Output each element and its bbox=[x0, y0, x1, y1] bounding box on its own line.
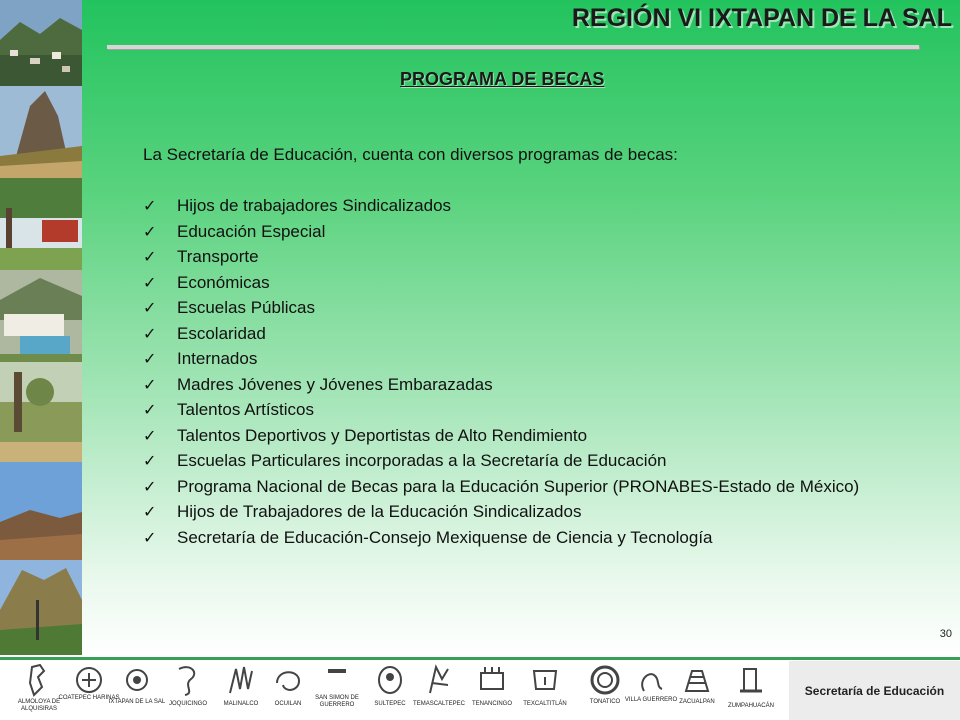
glyph-icon bbox=[634, 663, 668, 697]
logo-coatepec-harinas: COATEPEC HARINAS bbox=[64, 661, 114, 720]
list-item: ✓ Hijos de Trabajadores de la Educación Sindicalizados bbox=[143, 499, 883, 525]
list-item: ✓ Secretaría de Educación-Consejo Mexiquense de Ciencia y Tecnología bbox=[143, 525, 883, 551]
checkmark-icon: ✓ bbox=[143, 323, 157, 343]
glyph-icon bbox=[588, 663, 622, 697]
scholarship-list bbox=[143, 193, 883, 550]
photo-blue-sky-hills bbox=[0, 462, 82, 560]
list-item: ✓ Educación Especial bbox=[143, 219, 883, 245]
intro-text: La Secretaría de Educación, cuenta con diversos programas de becas: bbox=[143, 145, 678, 164]
logo-zumpahuacan: ZUMPAHUACÁN bbox=[726, 661, 776, 720]
list-item: ✓ Talentos Artísticos bbox=[143, 397, 883, 423]
secretaria-footer-label: Secretaría de Educación bbox=[789, 661, 960, 720]
photo-plaza-garden bbox=[0, 178, 82, 270]
glyph-icon bbox=[24, 663, 54, 697]
glyph-icon bbox=[734, 663, 768, 697]
page-number: 30 bbox=[939, 628, 952, 640]
footer-divider bbox=[0, 657, 960, 660]
checkmark-icon: ✓ bbox=[143, 476, 157, 496]
logo-temascaltepec: TEMASCALTEPEC bbox=[414, 661, 464, 720]
logo-san-simon-de-guerrero: SAN SIMON DE GUERRERO bbox=[312, 661, 362, 720]
region-title: REGIÓN VI IXTAPAN DE LA SAL bbox=[571, 4, 952, 32]
photo-green-peak bbox=[0, 560, 82, 655]
logo-tonatico: TONATICO bbox=[580, 661, 630, 720]
logo-ocuilan: OCUILAN bbox=[263, 661, 313, 720]
section-subtitle: PROGRAMA DE BECAS bbox=[400, 69, 605, 89]
list-item: ✓ Talentos Deportivos y Deportistas de Alto Rendimiento bbox=[143, 423, 883, 449]
glyph-icon bbox=[680, 663, 714, 697]
glyph-icon bbox=[528, 663, 562, 697]
glyph-icon bbox=[373, 663, 407, 697]
checkmark-icon: ✓ bbox=[143, 502, 157, 521]
photo-strip bbox=[0, 0, 82, 655]
photo-pool-hotel bbox=[0, 270, 82, 362]
photo-town-valley bbox=[0, 0, 82, 86]
glyph-icon bbox=[120, 663, 154, 697]
logo-ixtapan-de-la-sal: IXTAPAN DE LA SAL bbox=[112, 661, 162, 720]
photo-rock-mountain bbox=[0, 86, 82, 178]
checkmark-icon: ✓ bbox=[143, 272, 157, 292]
logo-texcaltitlan: TEXCALTITLÁN bbox=[520, 661, 570, 720]
glyph-icon bbox=[422, 663, 456, 697]
list-item: ✓ Transporte bbox=[143, 244, 883, 270]
glyph-icon bbox=[72, 663, 106, 697]
logo-almoloya-de-alquisiras: ALMOLOYA DE ALQUISIRAS bbox=[14, 661, 64, 720]
checkmark-icon: ✓ bbox=[143, 298, 157, 317]
glyph-icon bbox=[271, 663, 305, 697]
glyph-icon bbox=[320, 663, 354, 693]
list-item: ✓ Escuelas Públicas bbox=[143, 295, 883, 321]
list-item: ✓ Programa Nacional de Becas para la Educación Superior (PRONABES-Estado de México) bbox=[143, 474, 883, 500]
logo-malinalco: MALINALCO bbox=[216, 661, 266, 720]
checkmark-icon: ✓ bbox=[143, 425, 157, 445]
list-item: ✓ Escuelas Particulares incorporadas a la Secretaría de Educación bbox=[143, 448, 883, 474]
municipality-logo-bar bbox=[0, 661, 788, 720]
checkmark-icon: ✓ bbox=[143, 196, 157, 215]
logo-joquicingo: JOQUICINGO bbox=[163, 661, 213, 720]
logo-villa-guerrero: VILLA GUERRERO bbox=[626, 661, 676, 720]
photo-countryside bbox=[0, 362, 82, 462]
logo-zacualpan: ZACUALPAN bbox=[672, 661, 722, 720]
checkmark-icon: ✓ bbox=[143, 527, 157, 547]
glyph-icon bbox=[171, 663, 205, 697]
list-item: ✓ Internados bbox=[143, 346, 883, 372]
checkmark-icon: ✓ bbox=[143, 247, 157, 266]
checkmark-icon: ✓ bbox=[143, 221, 157, 241]
checkmark-icon: ✓ bbox=[143, 451, 157, 470]
checkmark-icon: ✓ bbox=[143, 400, 157, 419]
list-item: ✓ Madres Jóvenes y Jóvenes Embarazadas bbox=[143, 372, 883, 398]
logo-sultepec: SULTEPEC bbox=[365, 661, 415, 720]
list-item: ✓ Hijos de trabajadores Sindicalizados bbox=[143, 193, 883, 219]
list-item: ✓ Escolaridad bbox=[143, 321, 883, 347]
logo-tenancingo: TENANCINGO bbox=[467, 661, 517, 720]
glyph-icon bbox=[224, 663, 258, 697]
checkmark-icon: ✓ bbox=[143, 349, 157, 368]
title-divider bbox=[107, 45, 919, 49]
checkmark-icon: ✓ bbox=[143, 374, 157, 394]
glyph-icon bbox=[475, 663, 509, 697]
list-item: ✓ Económicas bbox=[143, 270, 883, 296]
